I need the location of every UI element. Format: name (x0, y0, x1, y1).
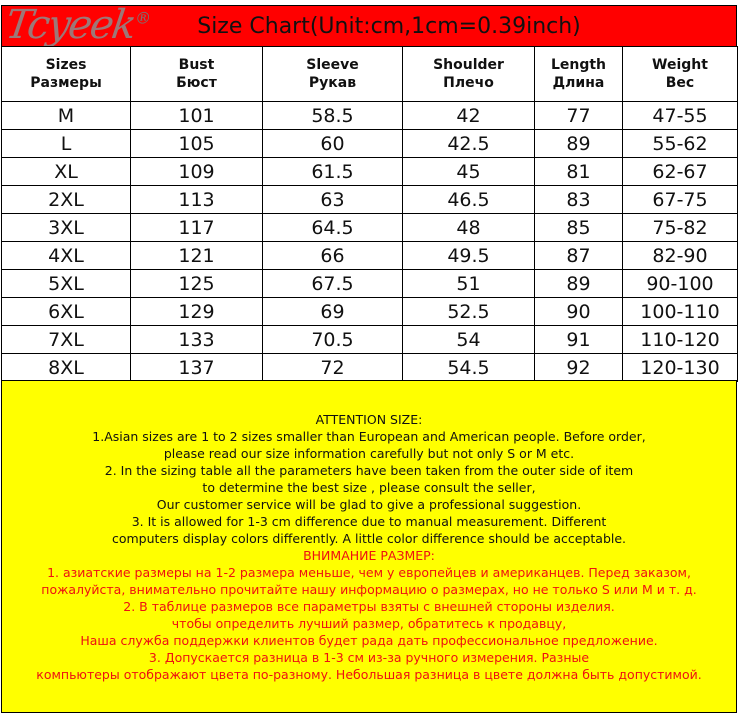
table-cell: 101 (131, 102, 263, 130)
table-cell: 4XL (2, 242, 131, 270)
table-cell: 54 (403, 326, 535, 354)
attention-notes (1, 380, 737, 713)
notes-english (2, 411, 736, 547)
column-header (263, 47, 403, 102)
table-cell: 133 (131, 326, 263, 354)
table-cell: 5XL (2, 270, 131, 298)
table-cell: 46.5 (403, 186, 535, 214)
table-cell: 110-120 (623, 326, 738, 354)
header-label-en: Sleeve (306, 57, 359, 73)
table-cell: 105 (131, 130, 263, 158)
note-line: please read our size information carefully but not only S or M etc. (163, 446, 575, 461)
table-cell: 69 (263, 298, 403, 326)
table-cell: 42 (403, 102, 535, 130)
table-cell: 89 (535, 130, 623, 158)
column-header (623, 47, 738, 102)
table-cell: 117 (131, 214, 263, 242)
table-cell: 63 (263, 186, 403, 214)
note-line: to determine the best size , please consult the seller, (202, 480, 536, 495)
note-line: чтобы определить лучший размер, обратитесь к продавцу, (171, 616, 567, 631)
table-cell: M (2, 102, 131, 130)
table-row (2, 298, 738, 326)
table-cell: 109 (131, 158, 263, 186)
column-header (535, 47, 623, 102)
note-line: 2. In the sizing table all the parameters have been taken from the outer side of item (104, 463, 634, 478)
note-line: компьютеры отображают цвета по-разному. Небольшая разница в цвете должна быть допустимой. (36, 667, 702, 682)
table-cell: 42.5 (403, 130, 535, 158)
table-cell: 75-82 (623, 214, 738, 242)
table-cell: 129 (131, 298, 263, 326)
note-line: ATTENTION SIZE: (315, 412, 423, 427)
table-cell: 91 (535, 326, 623, 354)
table-cell: L (2, 130, 131, 158)
table-cell: 90 (535, 298, 623, 326)
table-cell: 55-62 (623, 130, 738, 158)
column-header (403, 47, 535, 102)
table-cell: 100-110 (623, 298, 738, 326)
table-cell: 3XL (2, 214, 131, 242)
note-line: computers display colors differently. A little color difference should be acceptable. (111, 531, 627, 546)
table-cell: 83 (535, 186, 623, 214)
table-cell: 7XL (2, 326, 131, 354)
logo-text: Tcyeek (2, 2, 138, 48)
table-cell: 67-75 (623, 186, 738, 214)
note-line: 3. It is allowed for 1-3 cm difference due to manual measurement. Different (131, 514, 607, 529)
table-row (2, 242, 738, 270)
table-cell: 64.5 (263, 214, 403, 242)
table-row (2, 102, 738, 130)
header-label-ru: Длина (552, 75, 605, 91)
column-header (131, 47, 263, 102)
table-row (2, 158, 738, 186)
table-cell: 70.5 (263, 326, 403, 354)
table-cell: 58.5 (263, 102, 403, 130)
size-chart-title: Size Chart(Unit:cm,1cm=0.39inch) (197, 13, 581, 39)
note-line: Our customer service will be glad to give a professional suggestion. (156, 497, 582, 512)
header-label-en: Sizes (45, 57, 87, 73)
note-line: 1. азиатские размеры на 1-2 размера меньше, чем у европейцев и американцев. Перед заказом, (47, 565, 691, 580)
table-cell: 45 (403, 158, 535, 186)
table-row (2, 326, 738, 354)
note-line: 3. Допускается разница в 1-3 см из-за ручного измерения. Разные (148, 650, 590, 665)
table-cell: 47-55 (623, 102, 738, 130)
table-cell: 113 (131, 186, 263, 214)
note-line: пожалуйста, внимательно прочитайте нашу информацию о размерах, но не только S или M и т. д. (41, 582, 697, 597)
table-cell: 60 (263, 130, 403, 158)
table-cell: 81 (535, 158, 623, 186)
table-cell: 2XL (2, 186, 131, 214)
table-cell: 137 (131, 354, 263, 382)
header-label-en: Weight (652, 57, 708, 73)
table-cell: 52.5 (403, 298, 535, 326)
header-label-en: Shoulder (433, 57, 504, 73)
table-row (2, 214, 738, 242)
header-label-ru: Рукав (308, 75, 357, 91)
table-row (2, 186, 738, 214)
registered-mark: ® (133, 8, 151, 28)
table-row (2, 354, 738, 382)
table-row (2, 130, 738, 158)
table-cell: 90-100 (623, 270, 738, 298)
table-cell: 82-90 (623, 242, 738, 270)
size-table (1, 46, 738, 382)
table-cell: 51 (403, 270, 535, 298)
header-label-ru: Бюст (176, 75, 217, 91)
note-line: 1.Asian sizes are 1 to 2 sizes smaller than European and American people. Before order, (92, 429, 646, 444)
table-cell: 89 (535, 270, 623, 298)
header-label-en: Bust (178, 57, 215, 73)
table-row (2, 270, 738, 298)
table-cell: 8XL (2, 354, 131, 382)
table-cell: 61.5 (263, 158, 403, 186)
column-header (2, 47, 131, 102)
table-cell: 120-130 (623, 354, 738, 382)
header-label-ru: Плечо (443, 75, 494, 91)
table-cell: 85 (535, 214, 623, 242)
note-line: ВНИМАНИЕ РАЗМЕР: (303, 548, 435, 563)
notes-russian (2, 547, 736, 683)
table-cell: 6XL (2, 298, 131, 326)
table-cell: 87 (535, 242, 623, 270)
table-cell: 62-67 (623, 158, 738, 186)
table-cell: 48 (403, 214, 535, 242)
note-line: 2. В таблице размеров все параметры взяты с внешней стороны изделия. (123, 599, 615, 614)
table-cell: 72 (263, 354, 403, 382)
table-cell: 66 (263, 242, 403, 270)
table-cell: 67.5 (263, 270, 403, 298)
table-cell: 49.5 (403, 242, 535, 270)
header-label-ru: Вес (665, 75, 695, 91)
table-cell: 54.5 (403, 354, 535, 382)
header-row (2, 47, 738, 102)
table-cell: XL (2, 158, 131, 186)
table-cell: 92 (535, 354, 623, 382)
brand-logo (3, 2, 152, 48)
header-label-ru: Размеры (30, 75, 102, 91)
note-line: Наша служба поддержки клиентов будет рада дать профессиональное предложение. (80, 633, 658, 648)
table-cell: 77 (535, 102, 623, 130)
header-label-en: Length (550, 57, 607, 73)
table-cell: 121 (131, 242, 263, 270)
table-cell: 125 (131, 270, 263, 298)
